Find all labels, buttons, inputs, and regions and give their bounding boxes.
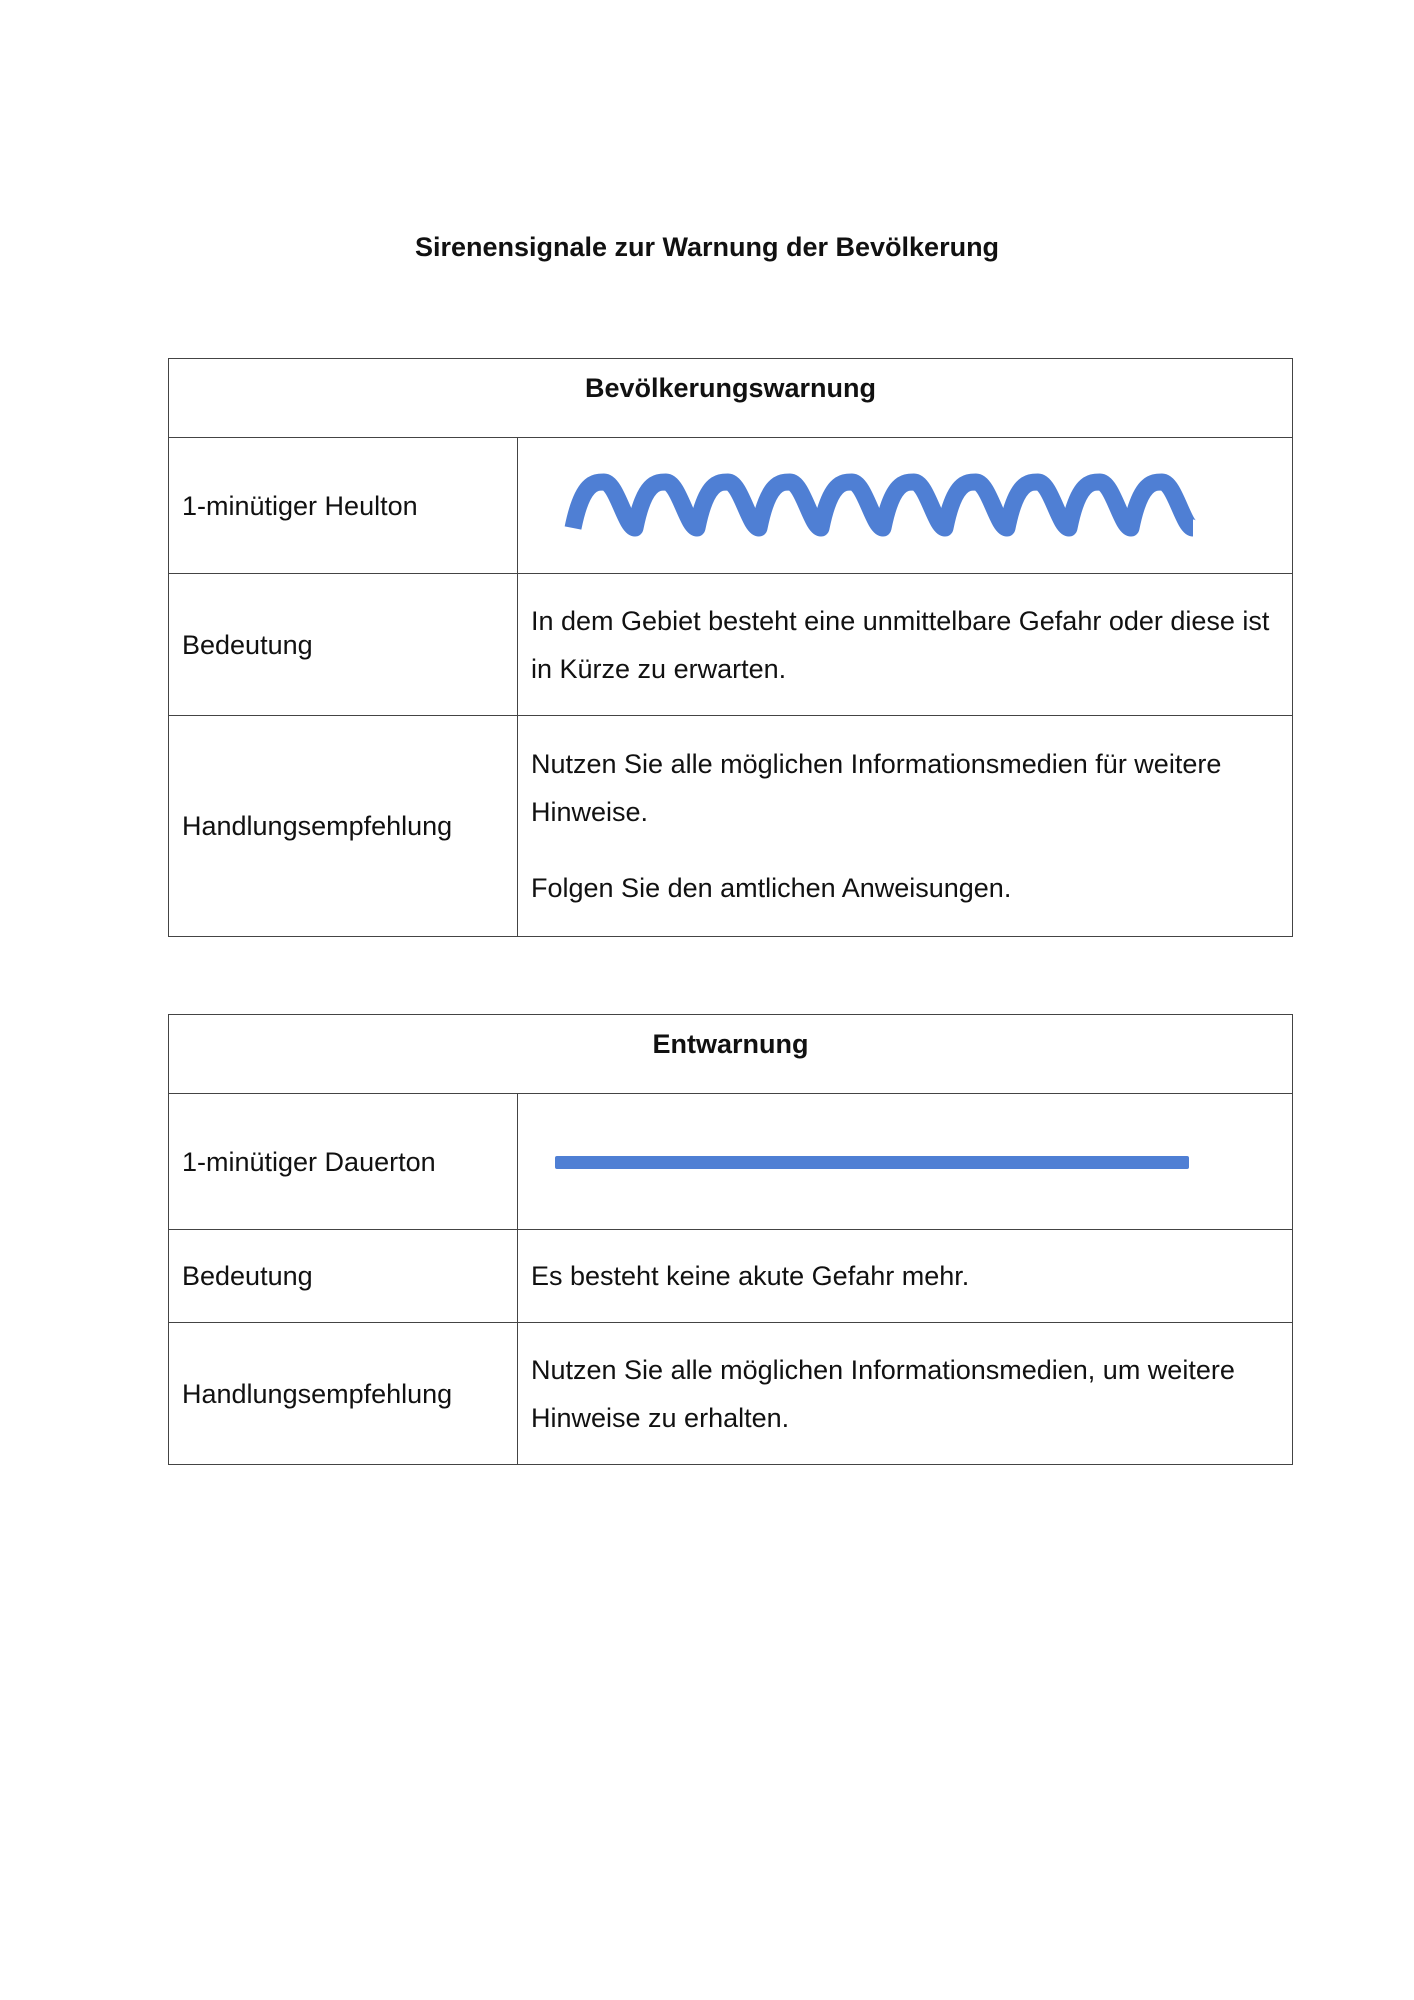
warning-meaning-text: In dem Gebiet besteht eine unmittelbare Gefahr oder diese ist in Kürze zu erwarten. [518,574,1293,716]
continuous-tone-line-icon [551,1147,1211,1177]
warning-heading: Bevölkerungswarnung [169,359,1293,438]
allclear-signal-cell [518,1094,1293,1230]
allclear-action-text: Nutzen Sie alle möglichen Informationsmedien, um weitere Hinweise zu erhalten. [518,1323,1293,1465]
warning-signal-cell [518,438,1293,574]
allclear-meaning-label: Bedeutung [169,1230,518,1323]
warning-signal-label: 1-minütiger Heulton [169,438,518,574]
page-title: Sirenensignale zur Warnung der Bevölkerung [414,232,1000,262]
warning-action-text-2: Folgen Sie den amtlichen Anweisungen. [531,873,1012,903]
allclear-signal-label: 1-minütiger Dauerton [169,1094,518,1230]
warning-table [168,358,1293,937]
allclear-table [168,1014,1293,1465]
warning-action-cell [518,716,1293,937]
allclear-heading: Entwarnung [169,1015,1293,1094]
wailing-tone-wave-icon [561,466,1221,546]
allclear-action-label: Handlungsempfehlung [169,1323,518,1465]
warning-action-label: Handlungsempfehlung [169,716,518,937]
warning-action-text-1: Nutzen Sie alle möglichen Informationsmedien für weitere Hinweise. [531,749,1222,827]
warning-meaning-label: Bedeutung [169,574,518,716]
allclear-meaning-text: Es besteht keine akute Gefahr mehr. [518,1230,1293,1323]
